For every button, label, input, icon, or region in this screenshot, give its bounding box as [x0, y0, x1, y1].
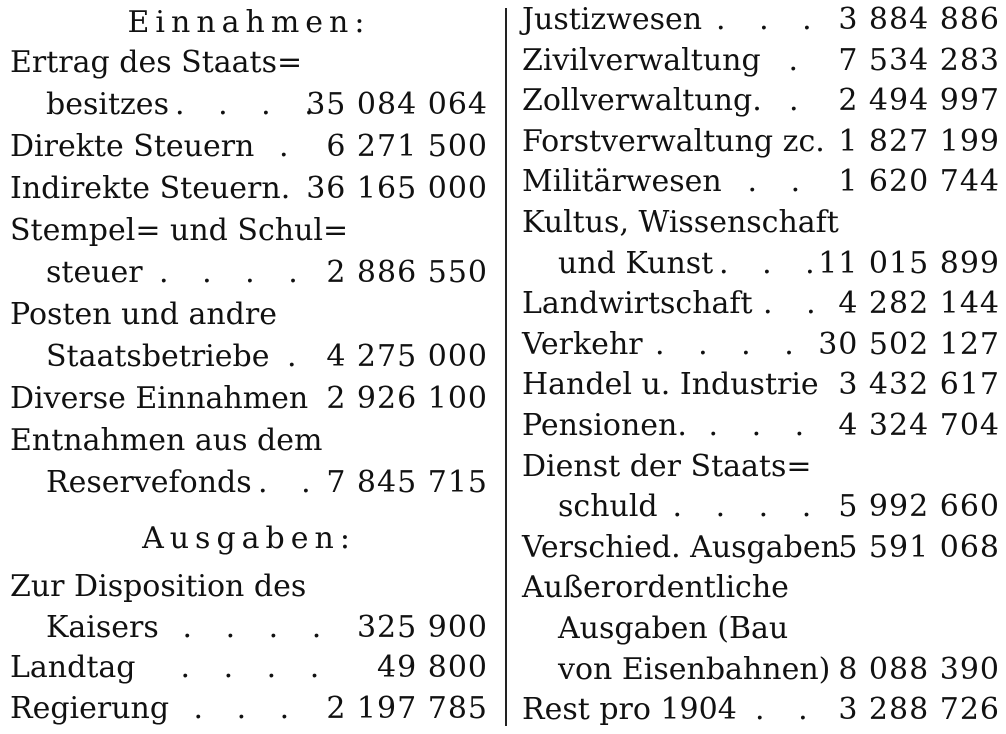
table-row: [522, 527, 1000, 569]
row-value: 35 084 064: [306, 87, 488, 122]
table-row: [10, 688, 488, 730]
row-label: Pensionen.: [522, 408, 687, 443]
row-value: 5 591 068: [838, 529, 1000, 565]
row-value: 1 620 744: [838, 164, 1000, 200]
row-label: Direkte Steuern: [10, 129, 255, 164]
table-row: [10, 378, 488, 420]
row-leader-dots: . . . .: [175, 87, 326, 122]
row-label: Kaisers: [46, 609, 159, 645]
table-row: [10, 336, 488, 378]
row-value: 2 926 100: [326, 381, 488, 416]
row-value: 30 502 127: [818, 326, 1000, 362]
row-label: Diverse Einnahmen: [10, 381, 309, 416]
table-row: [522, 243, 1000, 285]
row-value: 11 015 899: [818, 245, 1000, 281]
row-label: Zivilverwaltung: [522, 42, 761, 78]
row-leader-dots: . . . .: [180, 650, 332, 685]
row-label: Stempel= und Schul=: [10, 213, 349, 248]
table-row: [522, 0, 1000, 41]
row-label: Verkehr: [522, 326, 643, 362]
row-value: 7 534 283: [838, 42, 1000, 78]
column-divider: [505, 8, 507, 726]
table-row: [522, 689, 1000, 731]
row-label: schuld: [558, 489, 658, 525]
row-label: Außerordentliche: [522, 570, 789, 606]
table-row: [10, 647, 488, 689]
row-leader-dots: . .: [747, 164, 813, 200]
row-label: Staatsbetriebe: [46, 339, 270, 374]
row-label: Reservefonds: [46, 465, 252, 500]
table-row: [522, 608, 1000, 650]
table-row: [10, 168, 488, 210]
row-label: Militärwesen: [522, 164, 722, 200]
row-leader-dots: . . . .: [655, 326, 806, 362]
row-leader-dots: . . .: [193, 690, 302, 726]
row-value: 4 275 000: [326, 339, 488, 374]
row-value: 3 432 617: [838, 367, 1000, 403]
row-leader-dots: .: [788, 42, 811, 78]
row-value: 49 800: [377, 650, 488, 685]
table-row: [522, 649, 1000, 691]
table-row: [10, 84, 488, 126]
row-label: Ertrag des Staats=: [10, 45, 303, 80]
table-row: [10, 210, 488, 252]
table-row: [10, 462, 488, 504]
row-label: Landwirtschaft: [522, 286, 753, 322]
table-row: [522, 40, 1000, 82]
income-heading: Einnahmen:: [127, 5, 371, 40]
row-label: Dienst der Staats=: [522, 448, 812, 484]
row-leader-dots: . .: [763, 286, 828, 322]
table-row: [10, 294, 488, 336]
row-leader-dots: . .: [258, 465, 323, 500]
row-label: Justizwesen: [522, 2, 703, 37]
row-value: 5 992 660: [838, 489, 1000, 525]
table-row: [522, 121, 1000, 163]
row-value: 325 900: [356, 609, 488, 645]
table-row: [10, 420, 488, 462]
row-value: 7 845 715: [326, 465, 488, 500]
row-label: von Eisenbahnen): [558, 651, 831, 687]
row-value: 6 271 500: [326, 129, 488, 164]
row-value: 3 884 886: [838, 2, 1000, 37]
row-label: Indirekte Steuern.: [10, 171, 291, 206]
row-leader-dots: . . .: [719, 245, 827, 281]
row-label: Kultus, Wissenschaft: [522, 205, 839, 240]
row-label: besitzes: [46, 87, 169, 122]
row-label: Posten und andre: [10, 297, 277, 332]
expense-heading: Ausgaben:: [142, 521, 356, 556]
row-leader-dots: .: [789, 83, 811, 119]
table-row: [522, 446, 1000, 488]
row-label: Regierung: [10, 690, 170, 726]
row-label: Handel u. Industrie: [522, 367, 819, 403]
row-label: Landtag: [10, 650, 136, 685]
table-row: [10, 42, 488, 84]
row-label: Rest pro 1904: [522, 692, 737, 728]
row-leader-dots: . . . .: [672, 489, 824, 525]
row-leader-dots: . .: [755, 692, 820, 728]
table-row: [10, 566, 488, 608]
row-leader-dots: . . .: [708, 408, 817, 443]
row-value: 1 827 199: [838, 123, 1000, 159]
table-row: [522, 405, 1000, 447]
row-leader-dots: . . .: [716, 2, 824, 37]
table-row: [522, 324, 1000, 366]
table-row: [522, 283, 1000, 325]
row-value: 36 165 000: [306, 171, 488, 206]
row-label: Forstverwaltung zc.: [522, 123, 825, 159]
row-label: Ausgaben (Bau: [558, 611, 789, 646]
row-value: 4 324 704: [838, 408, 1000, 443]
row-value: 3 288 726: [838, 692, 1000, 728]
table-row: [522, 364, 1000, 406]
row-label: und Kunst: [558, 245, 714, 281]
table-row: [522, 202, 1000, 244]
row-leader-dots: .: [287, 339, 309, 374]
row-value: 2 886 550: [326, 255, 488, 290]
row-leader-dots: . . . .: [159, 255, 310, 290]
row-label: Verschied. Ausgaben: [522, 529, 840, 565]
table-row: [522, 486, 1000, 528]
table-row: [522, 567, 1000, 609]
row-label: steuer: [46, 255, 143, 290]
row-value: 2 494 997: [838, 83, 1000, 119]
row-leader-dots: .: [279, 129, 301, 164]
row-value: 4 282 144: [838, 286, 1000, 322]
table-row: [10, 252, 488, 294]
table-row: [10, 126, 488, 168]
table-row: [522, 80, 1000, 122]
table-row: [10, 607, 488, 649]
row-leader-dots: . . . .: [182, 609, 334, 645]
row-value: 8 088 390: [838, 651, 1000, 687]
row-label: Entnahmen aus dem: [10, 423, 323, 458]
row-label: Zollverwaltung.: [522, 83, 762, 119]
row-label: Zur Disposition des: [10, 569, 307, 604]
row-value: 2 197 785: [326, 690, 488, 726]
table-row: [522, 161, 1000, 203]
